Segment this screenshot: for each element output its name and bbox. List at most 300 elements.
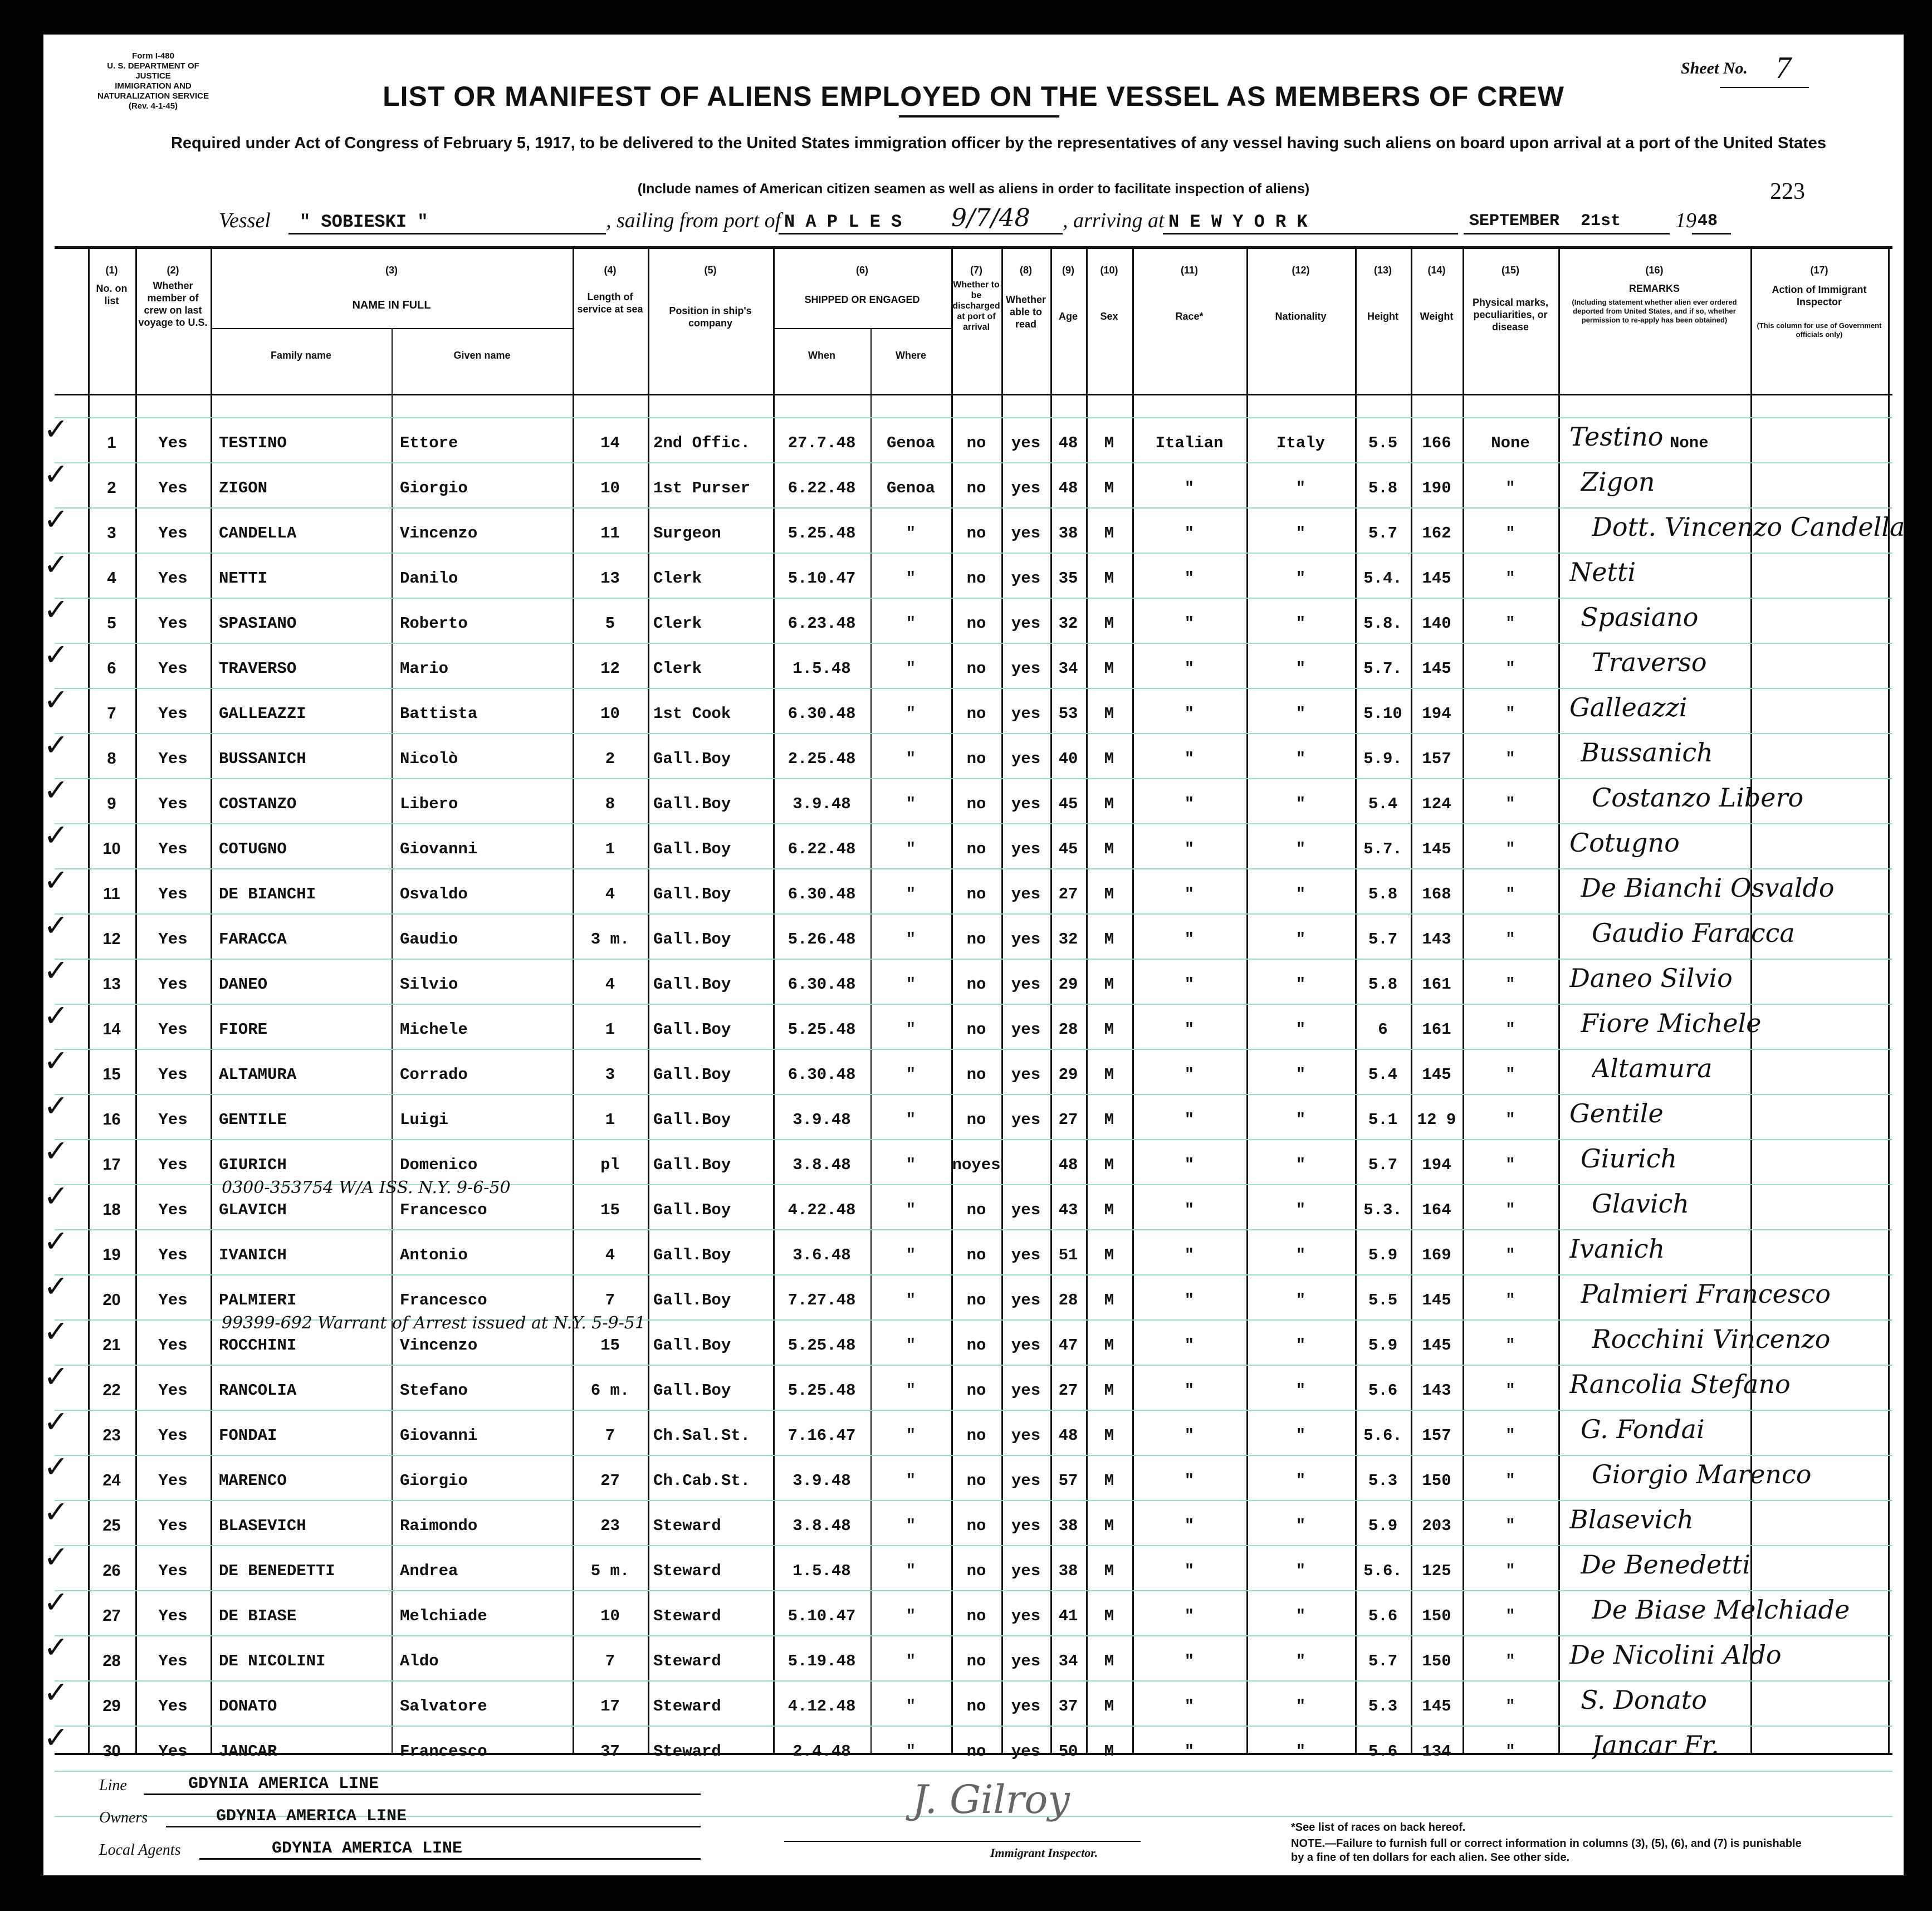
cell-when: 6.30.48 [788,885,856,903]
checkmark-icon: ✓ [43,818,69,853]
agents-value: GDYNIA AMERICA LINE [272,1839,463,1858]
cell-read: yes [1011,1336,1041,1355]
cell-where: " [906,1472,916,1490]
crew-signature: S. Donato [1581,1685,1707,1715]
cell-sex: M [1104,1020,1114,1039]
ruled-line [55,913,1892,915]
cell-position: Gall.Boy [653,885,731,903]
cell-when: 5.19.48 [788,1652,856,1670]
checkmark-icon: ✓ [43,773,69,808]
cell-where: " [906,795,916,813]
cell-service: 3 m. [590,930,630,949]
cell-nationality: " [1295,750,1306,768]
cell-race: " [1184,1742,1195,1761]
cell-crew: Yes [158,1607,188,1625]
cell-race: " [1184,1020,1195,1039]
cell-no: 3 [107,524,116,542]
cell-age: 45 [1058,795,1078,813]
ruled-line [55,868,1892,869]
cell-service: 11 [600,524,620,542]
cell-position: Steward [653,1652,721,1670]
cell-crew: Yes [158,1742,188,1761]
cell-when: 2.4.48 [793,1742,851,1761]
cell-age: 48 [1058,479,1078,497]
cell-race: " [1184,1652,1195,1670]
cell-no: 5 [107,614,116,632]
cell-where: " [906,1246,916,1264]
cell-height: 6 [1378,1020,1388,1039]
cell-sex: M [1104,1246,1114,1264]
cell-age: 35 [1058,569,1078,588]
cell-no: 24 [102,1472,121,1489]
crew-signature: Ivanich [1569,1234,1665,1264]
cell-age: 40 [1058,750,1078,768]
cell-position: Gall.Boy [653,1336,731,1355]
cell-weight: 166 [1422,434,1451,452]
cell-crew: Yes [158,1336,188,1355]
ruled-line [55,462,1892,463]
cell-discharge: no [966,434,986,452]
cell-sex: M [1104,795,1114,813]
cell-position: Steward [653,1562,721,1580]
cell-discharge: no [966,750,986,768]
cell-where: " [906,885,916,903]
col1-number: (1) [105,265,118,276]
checkmark-icon: ✓ [43,592,69,627]
cell-sex: M [1104,1697,1114,1715]
cell-height: 5.9 [1368,1336,1398,1355]
cell-family: DANEO [219,975,268,994]
cell-marks: " [1505,614,1515,633]
stamp-number: 223 [1770,179,1805,204]
cell-height: 5.6 [1368,1381,1398,1400]
cell-family: JANCAR [219,1742,277,1761]
cell-no: 7 [107,705,116,722]
cell-family: GENTILE [219,1111,287,1129]
cell-position: Clerk [653,659,702,678]
cell-weight: 190 [1422,479,1451,497]
cell-service: 10 [600,705,620,723]
cell-read: yes [1011,1742,1041,1761]
cell-family: CANDELLA [219,524,297,542]
cell-where: " [906,569,916,588]
sheet-number-value: 7 [1776,51,1791,85]
cell-no: 27 [102,1607,121,1625]
cell-crew: Yes [158,569,188,588]
cell-sex: M [1104,524,1114,542]
col4-number: (4) [604,265,617,276]
cell-discharge: no [966,614,986,633]
ruled-line [55,1726,1892,1727]
cell-when: 3.6.48 [793,1246,851,1264]
cell-marks: " [1505,659,1515,678]
cell-nationality: " [1295,1381,1306,1400]
vessel-name: " SOBIESKI " [300,212,428,232]
col16-number: (16) [1645,265,1664,276]
cell-read: yes [1011,975,1041,994]
arrival-month: SEPTEMBER [1469,212,1560,231]
cell-family: PALMIERI [219,1291,297,1309]
cell-race: " [1184,1697,1195,1715]
cell-service: 10 [600,1607,620,1625]
cell-position: Gall.Boy [653,1020,731,1039]
cell-sex: M [1104,1607,1114,1625]
cell-height: 5.9 [1368,1246,1398,1264]
ruled-line [55,823,1892,824]
cell-position: Steward [653,1742,721,1761]
checkmark-icon: ✓ [43,457,69,492]
checkmark-icon: ✓ [43,1404,69,1439]
col12-number: (12) [1292,265,1310,276]
cell-crew: Yes [158,1201,188,1219]
checkmark-icon: ✓ [43,547,69,582]
col7-number: (7) [970,265,982,276]
crew-signature: G. Fondai [1581,1414,1705,1444]
line-label: Line [99,1777,127,1794]
cell-nationality: " [1295,1607,1306,1625]
cell-service: 4 [605,1246,615,1264]
cell-height: 5.7. [1363,659,1402,678]
cell-no: 26 [102,1562,121,1580]
owners-label: Owners [99,1809,148,1826]
cell-read: yes [1011,1111,1041,1129]
cell-race: " [1184,750,1195,768]
cell-read: yes [1011,479,1041,497]
cell-marks: " [1505,1697,1515,1715]
col5-number: (5) [704,265,717,276]
cell-height: 5.8 [1368,885,1398,903]
crew-signature: Giurich [1581,1143,1677,1174]
cell-race: " [1184,1336,1195,1355]
cell-family: ZIGON [219,479,268,497]
cell-where: Genoa [886,434,935,452]
cell-marks: None [1491,434,1530,452]
checkmark-icon: ✓ [43,682,69,717]
cell-position: Gall.Boy [653,1246,731,1264]
cell-weight: 164 [1422,1201,1451,1219]
crew-signature: Bussanich [1581,737,1713,768]
cell-family: FONDAI [219,1426,277,1445]
cell-height: 5.4. [1363,569,1402,588]
crew-signature: Cotugno [1569,828,1680,858]
cell-given: Vincenzo [400,524,478,542]
cell-where: " [906,1291,916,1309]
cell-when: 3.8.48 [793,1517,851,1535]
cell-where: " [906,524,916,542]
col3b-header: Given name [453,350,511,361]
cell-sex: M [1104,930,1114,949]
checkmark-icon: ✓ [43,908,69,943]
cell-given: Ettore [400,434,458,452]
checkmark-icon: ✓ [43,502,69,537]
cell-family: FIORE [219,1020,268,1039]
cell-age: 34 [1058,659,1078,678]
checkmark-icon: ✓ [43,1088,69,1123]
cell-discharge: no [966,1472,986,1490]
cell-when: 4.12.48 [788,1697,856,1715]
cell-sex: M [1104,659,1114,678]
cell-marks: " [1505,885,1515,903]
cell-height: 5.7. [1363,840,1402,858]
cell-race: " [1184,569,1195,588]
cell-discharge: no [966,795,986,813]
cell-race: " [1184,1156,1195,1174]
cell-race: " [1184,1201,1195,1219]
cell-when: 5.10.47 [788,569,856,588]
cell-crew: Yes [158,930,188,949]
cell-weight: 12 9 [1417,1111,1456,1129]
ruled-line [55,1680,1892,1682]
cell-marks: " [1505,1517,1515,1535]
cell-service: 4 [605,975,615,994]
cell-sex: M [1104,885,1114,903]
ruled-line [55,1590,1892,1591]
cell-where: " [906,614,916,633]
inspector-label: Immigrant Inspector. [990,1846,1098,1860]
cell-race: " [1184,840,1195,858]
cell-nationality: " [1295,1020,1306,1039]
cell-marks: " [1505,840,1515,858]
cell-sex: M [1104,1426,1114,1445]
cell-marks: " [1505,1336,1515,1355]
cell-service: 3 [605,1066,615,1084]
ruled-line [55,1365,1892,1366]
cell-nationality: " [1295,659,1306,678]
cell-age: 28 [1058,1020,1078,1039]
cell-crew: Yes [158,1517,188,1535]
cell-family: DE BIANCHI [219,885,316,903]
crew-signature: Netti [1569,557,1636,587]
cell-service: 14 [600,434,620,452]
ruled-line [55,1094,1892,1095]
cell-given: Libero [400,795,458,813]
vessel-info-row [43,201,1904,240]
cell-marks: " [1505,1156,1515,1174]
cell-read: yes [1011,434,1041,452]
cell-service: 2 [605,750,615,768]
col15-header: Physical marks, peculiarities, or disease [1472,297,1549,333]
col7-header: Whether to be discharged at port of arrival [952,280,1000,332]
sailing-label: , sailing from port of [606,209,781,232]
crew-signature: De Nicolini Aldo [1569,1640,1782,1670]
agents-label: Local Agents [99,1841,181,1859]
cell-when: 7.27.48 [788,1291,856,1309]
cell-sex: M [1104,614,1114,633]
cell-race: " [1184,479,1195,497]
cell-sex: M [1104,1472,1114,1490]
cell-where: " [906,659,916,678]
port-line [779,233,1063,234]
cell-service: 6 m. [590,1381,630,1400]
arrival-day: 21st [1581,212,1621,231]
cell-sex: M [1104,975,1114,994]
cell-when: 6.22.48 [788,840,856,858]
cell-given: Andrea [400,1562,458,1580]
checkmark-icon: ✓ [43,863,69,898]
col11-header: Race* [1175,311,1204,322]
checkmark-icon: ✓ [43,637,69,672]
cell-race: " [1184,1381,1195,1400]
cell-height: 5.7 [1368,1652,1398,1670]
cell-sex: M [1104,1156,1114,1174]
cell-read: yes [1011,1607,1041,1625]
service-name: IMMIGRATION AND NATURALIZATION SERVICE [97,81,209,101]
col3a-header: Family name [270,350,332,361]
col5-header: Position in ship's company [669,305,752,329]
cell-marks: " [1505,750,1515,768]
cell-position: Gall.Boy [653,795,731,813]
checkmark-icon: ✓ [43,1630,69,1665]
cell-family: GIURICH [219,1156,287,1174]
cell-crew: Yes [158,479,188,497]
cell-age: 27 [1058,885,1078,903]
crew-table [43,246,1905,1761]
cell-sex: M [1104,479,1114,497]
cell-weight: 145 [1422,1336,1451,1355]
cell-no: 11 [103,885,120,903]
cell-nationality: " [1295,1652,1306,1670]
cell-when: 6.30.48 [788,705,856,723]
cell-no: 23 [102,1426,121,1444]
cell-discharge: no [966,1517,986,1535]
crew-signature: Fiore Michele [1581,1008,1762,1038]
cell-height: 5.8. [1363,614,1402,633]
cell-no: 13 [102,975,121,993]
cell-when: 5.25.48 [788,1381,856,1400]
cell-family: TESTINO [219,434,287,452]
cell-service: 1 [605,1020,615,1039]
cell-race: " [1184,795,1195,813]
cell-where: " [906,1336,916,1355]
col6a-header: When [808,350,835,361]
cell-read: yes [1011,840,1041,858]
cell-age: 41 [1058,1607,1078,1625]
cell-race: " [1184,1066,1195,1084]
cell-weight: 157 [1422,750,1451,768]
cell-height: 5.5 [1368,434,1398,452]
cell-race: " [1184,885,1195,903]
cell-given: Francesco [400,1201,487,1219]
cell-no: 10 [102,840,121,858]
crew-signature: Blasevich [1569,1504,1694,1534]
cell-when: 5.10.47 [788,1607,856,1625]
cell-nationality: " [1295,1742,1306,1761]
cell-service: 5 m. [590,1562,630,1580]
cell-crew: Yes [158,885,188,903]
cell-family: RANCOLIA [219,1381,297,1400]
ruled-line [55,1229,1892,1230]
cell-where: " [906,1020,916,1039]
cell-discharge: no [966,885,986,903]
cell-position: Steward [653,1517,721,1535]
cell-when: 6.22.48 [788,479,856,497]
checkmark-icon: ✓ [43,1179,69,1214]
cell-position: Gall.Boy [653,1291,731,1309]
cell-given: Giorgio [400,1472,468,1490]
cell-age: 29 [1058,975,1078,994]
cell-age: 50 [1058,1742,1078,1761]
document-note: (Include names of American citizen seamen as well as aliens in order to facilitate inspection of aliens) [637,181,1310,197]
cell-weight: 169 [1422,1246,1451,1264]
cell-given: Luigi [400,1111,449,1129]
cell-nationality: " [1295,1517,1306,1535]
cell-discharge: no [966,1336,986,1355]
form-revision: (Rev. 4-1-45) [128,101,178,111]
cell-read: yes [1011,1066,1041,1084]
cell-marks: " [1505,1607,1515,1625]
cell-given: Osvaldo [400,885,468,903]
cell-position: Gall.Boy [653,1066,731,1084]
cell-race: " [1184,1426,1195,1445]
cell-nationality: " [1295,840,1306,858]
cell-no: 18 [102,1201,121,1219]
cell-service: 12 [600,659,620,678]
cell-family: COTUGNO [219,840,287,858]
cell-discharge: no [966,1652,986,1670]
cell-nationality: " [1295,569,1306,588]
cell-crew: Yes [158,1246,188,1264]
cell-height: 5.4 [1368,1066,1398,1084]
cell-where: " [906,1381,916,1400]
handwritten-annotation: 99399-692 Warrant of Arrest issued at N.Y. 5-9-51 [222,1313,645,1333]
cell-nationality: " [1295,885,1306,903]
cell-no: 22 [102,1381,121,1399]
cell-family: IVANICH [219,1246,287,1264]
cell-marks: " [1505,1201,1515,1219]
cell-read: yes [1011,1291,1041,1309]
cell-service: 4 [605,885,615,903]
cell-when: 4.22.48 [788,1201,856,1219]
cell-sex: M [1104,1742,1114,1761]
cell-nationality: " [1295,930,1306,949]
cell-when: 6.30.48 [788,975,856,994]
cell-weight: 140 [1422,614,1451,633]
cell-when: 7.16.47 [788,1426,856,1445]
col17-number: (17) [1810,265,1828,276]
cell-where: " [906,750,916,768]
cell-position: Ch.Sal.St. [653,1426,751,1445]
cell-marks: " [1505,1652,1515,1670]
checkmark-icon: ✓ [43,1494,69,1529]
cell-nationality: " [1295,479,1306,497]
cell-weight: 145 [1422,659,1451,678]
cell-no: 12 [102,930,121,948]
cell-race: " [1184,1607,1195,1625]
col8-number: (8) [1020,265,1032,276]
cell-nationality: " [1295,1156,1306,1174]
cell-position: Gall.Boy [653,1111,731,1129]
crew-signature: Dott. Vincenzo Candella [1592,512,1905,542]
cell-no: 19 [102,1246,121,1264]
col3-header: NAME IN FULL [352,299,431,311]
cell-race: " [1184,614,1195,633]
cell-read: yes [1011,1201,1041,1219]
ruled-line [55,1545,1892,1546]
crew-signature: Giorgio Marenco [1592,1459,1812,1489]
cell-age: 51 [1058,1246,1078,1264]
cell-service: 1 [605,840,615,858]
arrival-date-line [1464,233,1670,234]
cell-given: Giovanni [400,1426,478,1445]
cell-position: 2nd Offic. [653,434,751,452]
cell-sex: M [1104,1652,1114,1670]
cell-crew: Yes [158,524,188,542]
cell-service: 17 [600,1697,620,1715]
cell-read: yes [1011,614,1041,633]
cell-height: 5.7 [1368,1156,1398,1174]
cell-marks: " [1505,1066,1515,1084]
cell-given: Salvatore [400,1697,487,1715]
